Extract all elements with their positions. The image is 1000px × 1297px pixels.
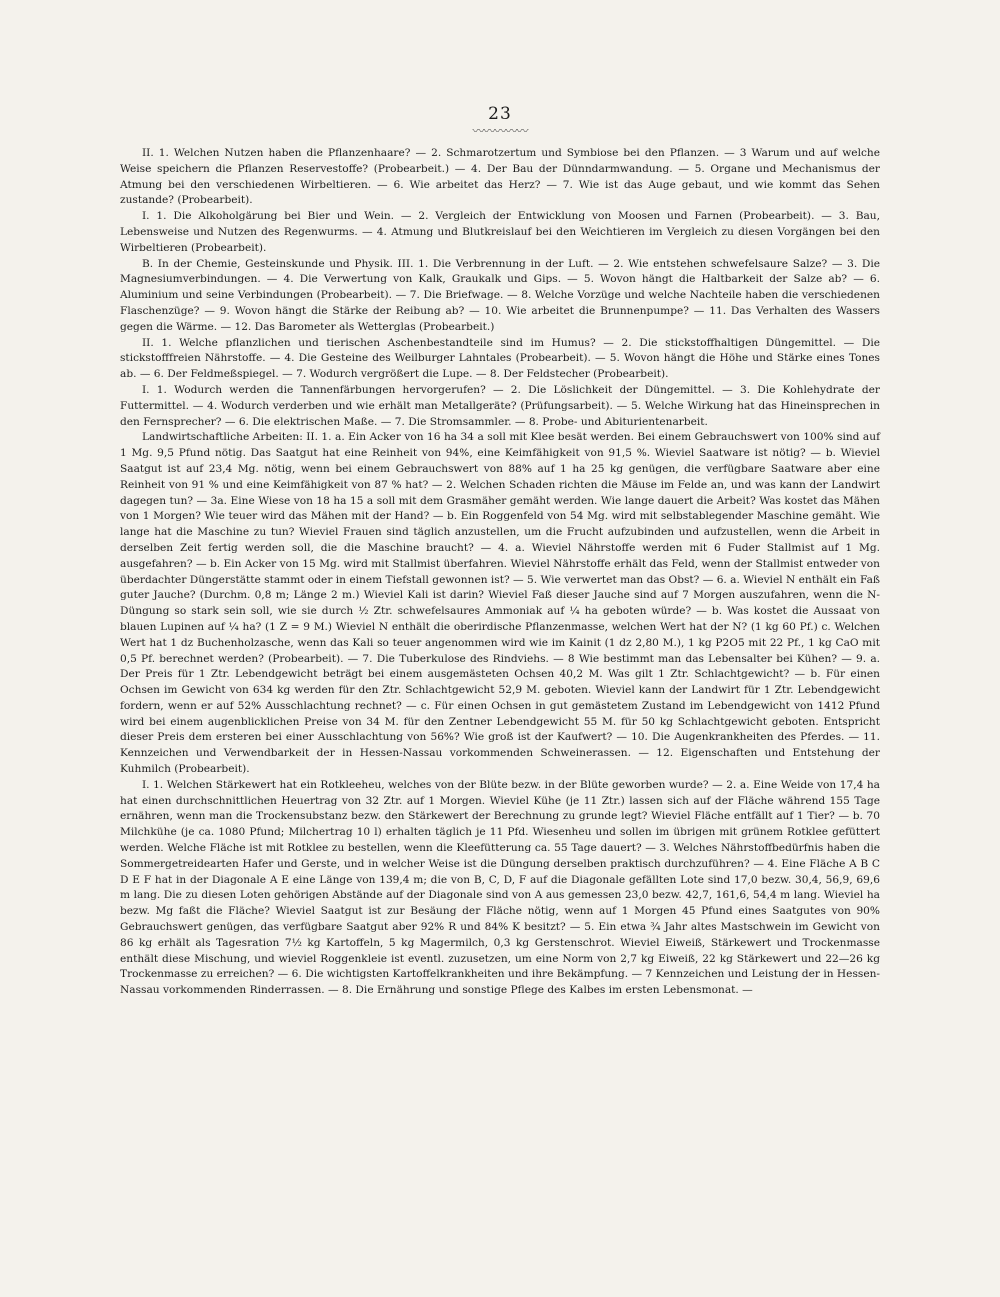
paragraph-agriculture-class-ii: Landwirtschaftliche Arbeiten: II. 1. a. Ein Acker von 16 ha 34 a soll mit Klee besät werden. Bei einem Gebrauchswert von 100% sind auf 1 Mg. 9,5 Pfund nötig. Das Saatgut hat eine Reinheit von 94%, eine Keimfähigkeit von 91,5 %. Wieviel Saatware ist nötig? — b. Wieviel Saatgut ist auf 23,4 Mg. nötig, wenn bei einem Gebrauchswert von 88% auf 1 ha 25 kg genügen, die verfügbare Saatware aber eine Reinheit von 91 % und eine Keimfähigkeit von 87 % hat? — 2. Welchen Schaden richten die Mäuse im Felde an, und was kann der Landwirt dagegen tun? — 3a. Eine Wiese von 18 ha 15 a soll mit dem Grasmäher gemäht werden. Wie lange dauert die Arbeit? Was kostet das Mähen von 1 Morgen? Wie teuer wird das Mähen mit der Hand? — b. Ein Roggenfeld von 54 Mg. wird mit selbstablegender Maschine gemäht. Wie lange hat die Maschine zu tun? Wieviel Frauen sind täglich anzustellen, um die Frucht aufzubinden und aufzustellen, wenn die Arbeit in derselben Zeit fertig werden soll, die die Maschine braucht? — 4. a. Wieviel Nährstoffe werden mit 6 Fuder Stallmist auf 1 Mg. ausgefahren? — b. Ein Acker von 15 Mg. wird mit Stallmist überfahren. Wieviel Nährstoffe erhält das Feld, wenn der Stallmist entweder von überdachter Düngerstätte stammt oder in einem Tiefstall gewonnen ist? — 5. Wie verwertet man das Obst? — 6. a. Wieviel N enthält ein Faß guter Jauche? (Durchm. 0,8 m; Länge 2 m.) Wieviel Kali ist darin? Wieviel Faß dieser Jauche sind auf 7 Morgen auszufahren, wenn die N-Düngung so stark sein soll, wie sie durch ½ Ztr. schwefelsaures Ammoniak auf ¼ ha geboten würde? — b. Was kostet die Aussaat von blauen Lupinen auf ¼ ha? (1 Z = 9 M.) Wieviel N enthält die oberirdische Pflanzenmasse, welchen Wert hat der N? (1 kg 60 Pf.) c. Welchen Wert hat 1 dz Buchenholzasche, wenn das Kali so teuer angenommen wird wie im Kainit (1 dz 2,80 M.), 1 kg P2O5 mit 22 Pf., 1 kg CaO mit 0,5 Pf. berechnet werden? (Probearbeit). — 7. Die Tuberkulose des Rindviehs. — 8 Wie bestimmt man das Lebensalter bei Kühen? — 9. a. Der Preis für 1 Ztr. Lebendgewicht beträgt bei einem ausgemästeten Ochsen 40,2 M. Was gilt 1 Ztr. Schlachtgewicht? — b. Für einen Ochsen im Gewicht von 634 kg werden für den Ztr. Schlachtgewicht 52,9 M. geboten. Wieviel kann der Landwirt für 1 Ztr. Lebendgewicht fordern, wenn er auf 52% Ausschlachtung rechnet? — c. Für einen Ochsen in gut gemästetem Zustand im Lebendgewicht von 1412 Pfund wird bei einem augenblicklichen Preise von 34 M. für den Zentner Lebendgewicht 55 M. für 50 kg Schlachtgewicht geboten. Entspricht dieser Preis dem ersteren bei einer Ausschlachtung von 56%? Wie groß ist der Kaufwert? — 10. Die Augenkrankheiten des Pferdes. — 11. Kennzeichen und Verwendbarkeit der in Hessen-Nassau vorkommenden Schweinerassen. — 12. Eigenschaften und Entstehung der Kuhmilch (Probearbeit). — [120, 431, 880, 776]
page-number: 23 — [488, 104, 512, 124]
paragraph-agriculture-class-i: I. 1. Welchen Stärkewert hat ein Rotkleeheu, welches von der Blüte bezw. in der Blüte geworben wurde? — 2. a. Eine Weide von 17,4 ha hat einen durchschnittlichen Heuertrag von 32 Ztr. auf 1 Morgen. Wieviel Kühe (je 11 Ztr.) lassen sich auf der Fläche während 155 Tage ernähren, wenn man die Trockensubstanz bezw. den Stärkewert der Berechnung zu grunde legt? Wieviel Fläche entfällt auf 1 Tier? — b. 70 Milchkühe (je ca. 1080 Pfund; Milchertrag 10 l) erhalten täglich je 11 Pfd. Wiesenheu und sollen im übrigen mit grünem Rotklee gefüttert werden. Welche Fläche ist mit Rotklee zu bestellen, wenn die Kleefütterung ca. 55 Tage dauert? — 3. Welches Nährstoffbedürfnis haben die Sommergetreidearten Hafer und Gerste, und in welcher Weise ist die Düngung derselben praktisch durchzuführen? — 4. Eine Fläche A B C D E F hat in der Diagonale A E eine Länge von 139,4 m; die von B, C, D, F auf die Diagonale gefällten Lote sind 17,0 bezw. 30,4, 56,9, 69,6 m lang. Die zu diesen Loten gehörigen Abstände auf der Diagonale sind von A aus gemessen 23,0 bezw. 42,7, 161,6, 54,4 m lang. Wieviel ha bezw. Mg faßt die Fläche? Wieviel Saatgut ist zur Besäung der Fläche nötig, wenn auf 1 Morgen 45 Pfund eines Saatgutes von 90% Gebrauchswert genügen, das verfügbare Saatgut aber 92% R und 84% K besitzt? — 5. Ein etwa ¾ Jahr altes Mastschwein im Gewicht von 86 kg erhält als Tagesration 7½ kg Kartoffeln, 5 kg Magermilch, 0,3 kg Gerstenschrot. Wieviel Eiweiß, Stärkewert und Trockenmasse enthält diese Mischung, und wieviel Roggenkleie ist eventl. zuzusetzen, um eine Norm von 2,7 kg Eiweiß, 22 kg Stärkewert und 22—26 kg Trockenmasse zu erreichen? — 6. Die wichtigsten Kartoffelkrankheiten und ihre Bekämpfung. — 7 Kennzeichen und Leistung der in Hessen-Nassau vorkommenden Rinderrassen. — 8. Die Ernährung und sonstige Pflege des Kalbes im ersten Lebensmonat. — — [120, 778, 880, 997]
body-text — [120, 146, 880, 999]
paragraph-biology-class-ii: II. 1. Welchen Nutzen haben die Pflanzenhaare? — 2. Schmarotzertum und Symbiose bei den Pflanzen. — 3 Warum und auf welche Weise speichern die Pflanzen Reservestoffe? (Probearbeit.) — 4. Der Bau der Dünndarmwandung. — 5. Organe und Mechanismus der Atmung bei den verschiedenen Wirbeltieren. — 6. Wie arbeitet das Herz? — 7. Wie ist das Auge gebaut, und wie kommt das Sehen zustande? (Probearbeit). — [120, 147, 880, 207]
paragraph-chemistry-class-iii: B. In der Chemie, Gesteinskunde und Physik. III. 1. Die Verbrennung in der Luft. — 2. Wie entstehen schwefelsaure Salze? — 3. Die Magnesiumverbindungen. — 4. Die Verwertung von Kalk, Graukalk und Gips. — 5. Wovon hängt die Haltbarkeit der Salze ab? — 6. Aluminium und seine Verbindungen (Probearbeit). — 7. Die Briefwage. — 8. Welche Vorzüge und welche Nachteile haben die verschiedenen Flaschenzüge? — 9. Wovon hängt die Stärke der Reibung ab? — 10. Wie arbeitet die Brunnenpumpe? — 11. Das Verhalten des Wassers gegen die Wärme. — 12. Das Barometer als Wetterglas (Probearbeit.) — [120, 257, 880, 333]
decorative-wave-divider: 〰〰〰〰〰 — [472, 124, 528, 138]
paragraph-chemistry-class-i: I. 1. Wodurch werden die Tannenfärbungen hervorgerufen? — 2. Die Löslichkeit der Düngemittel. — 3. Die Kohlehydrate der Futtermittel. — 4. Wodurch verderben und wie erhält man Metallgeräte? (Prüfungsarbeit). — 5. Welche Wirkung hat das Hineinsprechen in den Fernsprecher? — 6. Die elektrischen Maße. — 7. Die Stromsammler. — 8. Probe- und Abiturientenarbeit. — [120, 383, 880, 428]
paragraph-chemistry-class-ii: II. 1. Welche pflanzlichen und tierischen Aschenbestandteile sind im Humus? — 2. Die stickstoffhaltigen Düngemittel. — Die stickstofffreien Nährstoffe. — 4. Die Gesteine des Weilburger Lahntales (Probearbeit). — 5. Wovon hängt die Höhe und Stärke eines Tones ab. — 6. Der Feldmeßspiegel. — 7. Wodurch vergrößert die Lupe. — 8. Der Feldstecher (Probearbeit). — [120, 336, 880, 381]
paragraph-biology-class-i: I. 1. Die Alkoholgärung bei Bier und Wein. — 2. Vergleich der Entwicklung von Moosen und Farnen (Probearbeit). — 3. Bau, Lebensweise und Nutzen des Regenwurms. — 4. Atmung und Blutkreislauf bei den Weichtieren im Vergleich zu diesen Vorgängen bei den Wirbeltieren (Probearbeit). — [120, 210, 880, 254]
